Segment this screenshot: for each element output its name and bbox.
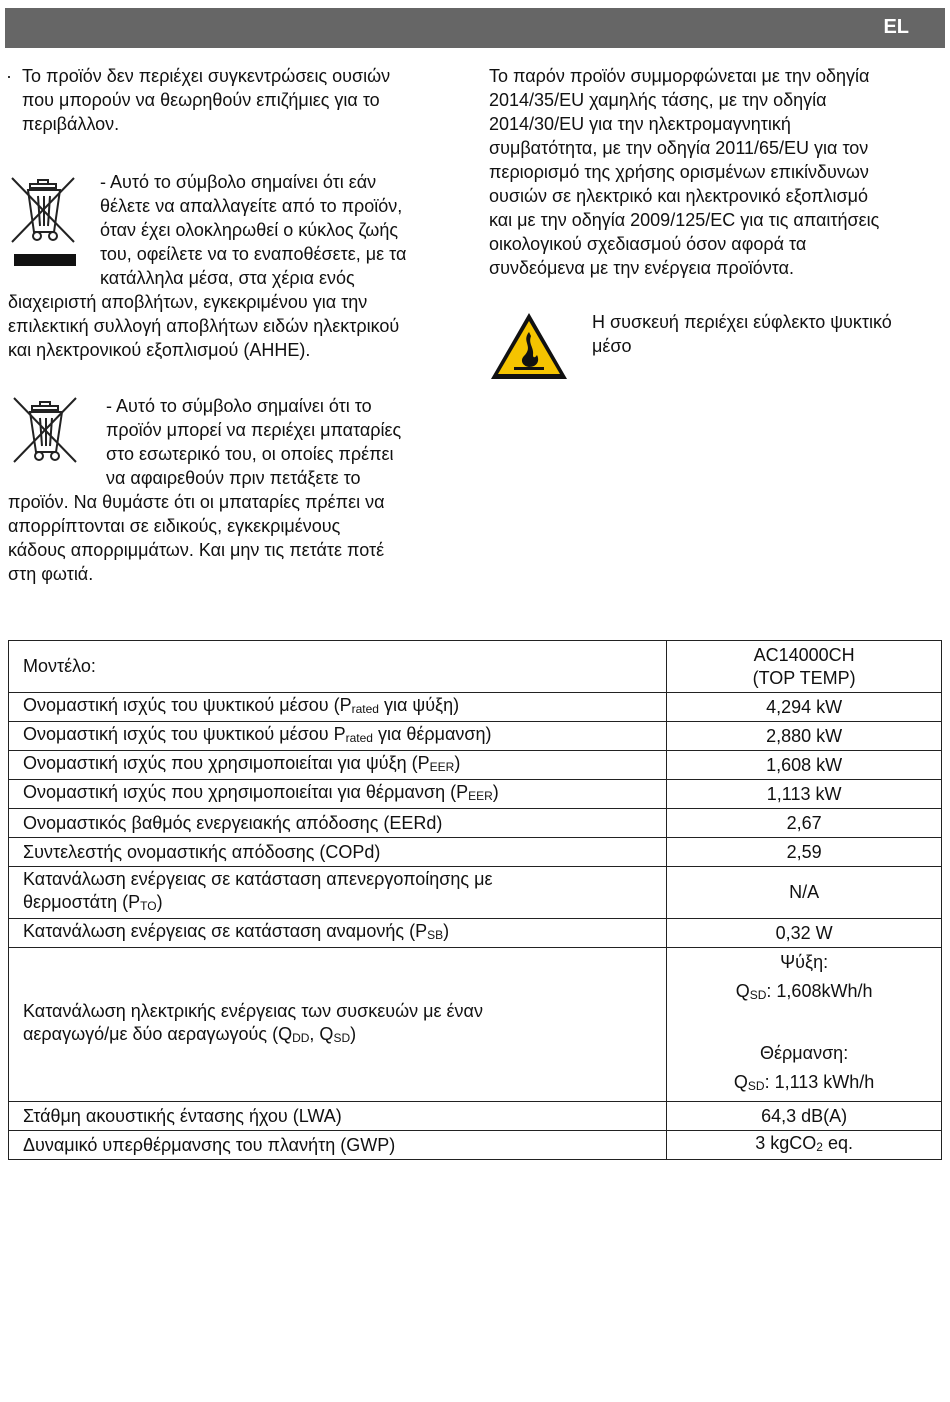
table-row	[9, 809, 942, 838]
text-line: ουσιών σε ηλεκτρικό και ηλεκτρονικό εξοπλισμό	[489, 186, 868, 206]
text-line: οικολογικού σχεδιασμού όσον αφορά τα	[489, 234, 807, 254]
text-line: συνδεόμενα με την ενέργεια προϊόντα.	[489, 258, 794, 278]
text-line: να αφαιρεθούν πριν πετάξετε το	[106, 468, 361, 488]
table-row	[9, 1131, 942, 1160]
table-row	[9, 722, 942, 751]
row-value: 2,67	[667, 809, 942, 838]
text-line: συμβατότητα, με την οδηγία 2011/65/EU για τον	[489, 138, 869, 158]
text-line: Η συσκευή περιέχει εύφλεκτο ψυκτικό	[592, 312, 892, 332]
text-line: θέλετε να απαλλαγείτε από το προϊόν,	[100, 196, 403, 216]
text-line: - Αυτό το σύμβολο σημαίνει ότι το	[106, 396, 372, 416]
text-line: Το παρόν προϊόν συμμορφώνεται με την οδηγία	[489, 66, 870, 86]
heating-value: $Q_{SD}$: 1,113 kWh/h	[733, 1072, 875, 1093]
text-line: επιλεκτική συλλογή αποβλήτων ειδών ηλεκτρικού	[8, 316, 400, 336]
table-row	[9, 948, 942, 1102]
heating-label: Θέρμανση:	[760, 1043, 849, 1063]
text-line: 2014/30/EU για την ηλεκτρομαγνητική	[489, 114, 791, 134]
language-code: EL	[883, 16, 909, 38]
text-line: και με την οδηγία 2009/125/EC για τις απαιτήσεις	[489, 210, 880, 230]
text-line: και ηλεκτρονικού εξοπλισμού (ΑΗΗΕ).	[8, 340, 311, 360]
text-line: στη φωτιά.	[8, 564, 94, 584]
text-line: περιορισμό της χρήσης ορισμένων επικίνδυνων	[489, 162, 869, 182]
text-line: κατάλληλα μέσα, στα χέρια ενός	[100, 268, 355, 288]
row-value: 1,113 kW	[667, 780, 942, 809]
row-value: 4,294 kW	[667, 693, 942, 722]
text-line: όταν έχει ολοκληρωθεί ο κύκλος ζωής	[100, 220, 399, 240]
model-value	[667, 641, 942, 693]
text-line: προϊόν μπορεί να περιέχει μπαταρίες	[106, 420, 402, 440]
text-line: κάδους απορριμμάτων. Και μην τις πετάτε ποτέ	[8, 540, 385, 560]
bullet-marker: ·	[6, 66, 12, 86]
text-line: στο εσωτερικό του, οι οποίες πρέπει	[106, 444, 394, 464]
row-value: 2,880 kW	[667, 722, 942, 751]
row-label: Συντελεστής ονομαστικής απόδοσης (COPd)	[9, 838, 667, 867]
text-line: - Αυτό το σύμβολο σημαίνει ότι εάν	[100, 172, 377, 192]
row-label: Ονομαστική ισχύς που χρησιμοποιείται για ψύξη $(P_{EER})$	[9, 751, 667, 780]
weee-text-full	[8, 290, 399, 362]
row-label: Δυναμικό υπερθέρμανσης του πλανήτη (GWP)	[9, 1131, 667, 1160]
text-line: προϊόν. Να θυμάστε ότι οι μπαταρίες πρέπει να	[8, 492, 385, 512]
battery-text-full	[8, 490, 385, 586]
row-value: 1,608 kW	[667, 751, 942, 780]
model-variant: (TOP TEMP)	[752, 667, 856, 688]
text-line: μέσο	[592, 336, 632, 356]
battery-bin-icon	[10, 394, 80, 466]
table-row	[9, 867, 942, 919]
text-line: απορρίπτονται σε ειδικούς, εγκεκριμένους	[8, 516, 341, 536]
model-code: AC14000CH	[753, 644, 855, 665]
row-label: Κατανάλωση ενέργειας σε κατάσταση αναμονής $(P_{SB})$	[9, 919, 667, 948]
row-label: Ονομαστική ισχύς του ψυκτικού μέσου $P_{rated}$ για θέρμανση)	[9, 722, 667, 751]
text-line: του, οφείλετε να το εναποθέσετε, με τα	[100, 244, 407, 264]
row-label: Στάθμη ακουστικής έντασης ήχου (LWA)	[9, 1102, 667, 1131]
row-value: 64,3 dB(A)	[667, 1102, 942, 1131]
row-value: 0,32 W	[667, 919, 942, 948]
spec-table	[8, 640, 942, 1160]
weee-text-indent	[100, 170, 406, 290]
table-row	[9, 641, 942, 693]
row-value: N/A	[667, 867, 942, 919]
header-bar	[5, 8, 945, 48]
environment-note	[22, 64, 390, 136]
text-line: διαχειριστή αποβλήτων, εγκεκριμένου για την	[8, 292, 368, 312]
compliance-text	[489, 64, 879, 280]
table-row	[9, 1102, 942, 1131]
text-line: Το προϊόν δεν περιέχει συγκεντρώσεις ουσιών	[22, 66, 391, 86]
table-row	[9, 780, 942, 809]
row-label: Κατανάλωση ηλεκτρικής ενέργειας των συσκευών με έναν αεραγωγό/με δύο αεραγωγούς ($Q_{DD}$, $Q_{SD}$)	[9, 948, 667, 1102]
table-row	[9, 838, 942, 867]
battery-text-indent	[106, 394, 401, 490]
row-label: Μοντέλο:	[9, 641, 667, 693]
text-line: που μπορούν να θεωρηθούν επιζήμιες για το	[22, 90, 380, 110]
table-row	[9, 693, 942, 722]
weee-bin-icon	[8, 170, 78, 270]
cooling-value: $Q_{SD}$: 1,608kWh/h	[735, 981, 873, 1002]
row-value: 3 kgCO$_2$ eq.	[667, 1131, 942, 1160]
table-row	[9, 919, 942, 948]
row-label: Ονομαστική ισχύς που χρησιμοποιείται για θέρμανση $(P_{EER})$	[9, 780, 667, 809]
flammable-warning-icon	[488, 310, 570, 382]
table-row	[9, 751, 942, 780]
text-line: 2014/35/EU χαμηλής τάσης, με την οδηγία	[489, 90, 827, 110]
row-value: 2,59	[667, 838, 942, 867]
text-line: περιβάλλον.	[22, 114, 120, 134]
row-label: Κατανάλωση ενέργειας σε κατάσταση απενεργοποίησης με θερμοστάτη $(P_{TO})$	[9, 867, 667, 919]
row-value	[667, 948, 942, 1102]
cooling-label: Ψύξη:	[780, 952, 829, 972]
row-label: Ονομαστική ισχύς του ψυκτικού μέσου ($P_{rated}$ για ψύξη)	[9, 693, 667, 722]
row-label: Ονομαστικός βαθμός ενεργειακής απόδοσης (EERd)	[9, 809, 667, 838]
flammable-text	[592, 310, 892, 358]
